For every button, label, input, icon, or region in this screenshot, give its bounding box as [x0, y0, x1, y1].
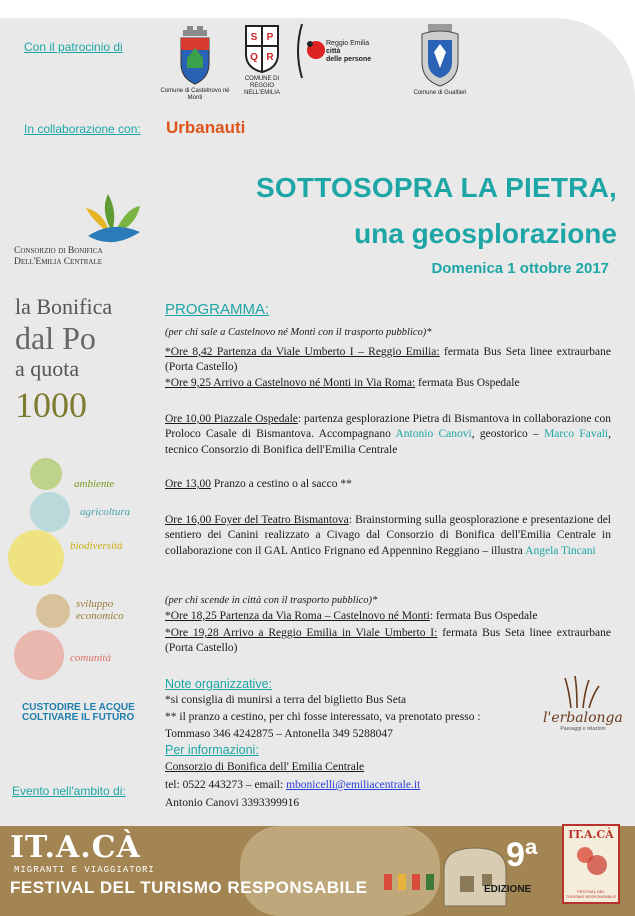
item2-time: *Ore 9,25 Arrivo a Castelnovo né Monti in Via Roma: — [165, 377, 416, 389]
item1-rest: fermata Bus Seta linee extraurbane (Porta Castello) — [165, 346, 611, 374]
figures-illustration-icon — [380, 868, 440, 892]
castelnovo-logo — [160, 24, 230, 102]
urbanauti-logo: Urbanauti — [166, 118, 246, 137]
erbalonga-logo — [543, 674, 623, 732]
note-heading: Note organizzative: — [165, 677, 273, 691]
item5-time: Ore 16,00 Foyer del Teatro Bismantova — [165, 514, 349, 526]
gualtieri-crest-icon — [418, 22, 462, 88]
info-contact-person: Antonio Canovi 3393399916 — [165, 797, 300, 809]
program-item-4 — [165, 477, 611, 492]
slogan-line2: dal Po — [15, 320, 96, 356]
program-item-2 — [165, 376, 611, 391]
item3-time: Ore 10,00 Piazzale Ospedale — [165, 413, 298, 425]
program-item-6 — [165, 609, 611, 624]
svg-text:S: S — [250, 32, 258, 43]
reggio-crest-logo — [234, 22, 290, 97]
consorzio-name — [14, 246, 103, 268]
patrocinio-label: Con il patrocinio di — [24, 40, 123, 54]
svg-text:P: P — [266, 32, 274, 43]
item3-name2: Marco Favali — [544, 428, 609, 441]
item3-name1: Antonio Canovi — [395, 428, 472, 441]
badge-sub — [566, 889, 616, 899]
item6-rest: : fermata Bus Ospedale — [429, 610, 538, 622]
note-scende: (per chi scende in città con il trasporto pubblico)* — [165, 595, 378, 606]
reggio-city-mark-icon — [296, 22, 326, 80]
info-tel: tel: 0522 443273 – email: — [165, 779, 287, 791]
custodire-line1: CUSTODIRE LE ACQUE — [22, 702, 135, 713]
badge-sub-line2: TURISMO RESPONSABILE — [565, 894, 617, 899]
info-org: Consorzio di Bonifica dell' Emilia Centrale — [165, 761, 365, 773]
item3-text-c: , tecnico Consorzio di Bonifica dell'Emilia Centrale — [165, 428, 611, 456]
svg-text:R: R — [266, 52, 274, 63]
note-line1: *si consiglia di munirsi a terra del biglietto Bus Seta — [165, 694, 407, 706]
edition-number: 9ª — [506, 836, 538, 874]
castelnovo-crest-icon — [175, 24, 215, 86]
consorzio-line1: Consorzio di Bonifica — [14, 246, 103, 256]
event-title-line2: una geosplorazione — [354, 218, 617, 249]
reggio-city-line2: città — [326, 48, 341, 55]
category-comunita: comunità — [70, 652, 111, 664]
note-sale: (per chi sale a Castelnovo né Monti con il trasporto pubblico)* — [165, 327, 432, 338]
gualtieri-logo — [410, 22, 470, 97]
reggio-city-line3: delle persone — [326, 56, 372, 63]
item1-time: *Ore 8,42 Partenza da Viale Umberto I – Reggio Emilia: — [165, 346, 440, 358]
item5-text: : Brainstorming sulla geosplorazione e presentazione del sentiero dei Canini realizzato a Civago dal Consorzio di Bonifica dell'Emilia Centrale in collaborazione con il GAL Antico Frignano ed Appennino Reggiano – illustra — [165, 514, 611, 557]
badge-sub-line1: FESTIVAL DEL — [577, 889, 605, 894]
slogan-line4: 1000 — [15, 385, 87, 425]
erbalonga-grass-icon — [563, 674, 603, 710]
category-agricoltura: agricoltura — [80, 506, 131, 518]
sviluppo-circle — [36, 594, 70, 628]
itaca-title: IT.A.CÀ — [10, 830, 141, 865]
item5-name: Angela Tincani — [525, 544, 596, 557]
info-contacts — [165, 778, 611, 793]
program-item-3 — [165, 412, 611, 458]
program-item-1 — [165, 345, 611, 376]
badge-figures-icon — [571, 841, 611, 881]
house-illustration-icon — [440, 840, 510, 910]
comunita-circle — [14, 630, 64, 680]
item7-time: *Ore 19,28 Arrivo a Reggio Emilia in Viale Umberto I: — [165, 627, 438, 639]
custodire-slogan — [22, 703, 135, 723]
item7-rest: fermata Bus Seta linee extraurbane (Porta Castello) — [165, 627, 611, 655]
consorzio-leaf-icon — [82, 190, 146, 250]
custodire-line2: COLTIVARE IL FUTURO — [22, 712, 135, 723]
agricoltura-circle — [30, 492, 70, 532]
item3-text-a: : partenza gesplorazione Pietra di Bismantova in collaborazione con Proloco Casale di Bismantova. Accompagnano — [165, 413, 611, 441]
reggio-crest-icon — [242, 22, 282, 74]
programma-heading: PROGRAMMA: — [165, 301, 270, 318]
note-line3: Tommaso 346 4242875 – Antonella 349 5288047 — [165, 728, 393, 740]
program-item-7 — [165, 626, 611, 657]
category-sviluppo: sviluppo economico — [76, 598, 124, 622]
collaboration-label: In collaborazione con: — [24, 122, 141, 136]
event-date: Domenica 1 ottobre 2017 — [431, 260, 609, 277]
event-title-line1: SOTTOSOPRA LA PIETRA, — [256, 172, 617, 203]
program-item-5 — [165, 513, 611, 559]
item4-time: Ore 13,00 — [165, 478, 211, 490]
slogan-line1: la Bonifica — [15, 294, 113, 319]
reggio-caption: COMUNE DI REGGIO NELL'EMILIA — [244, 76, 280, 96]
item6-time: *Ore 18,25 Partenza da Via Roma – Castelnovo né Monti — [165, 610, 430, 622]
category-biodiversita: biodiversità — [70, 540, 123, 552]
festival-title: FESTIVAL DEL TURISMO RESPONSABILE — [10, 878, 368, 897]
reggio-city-line1: Reggio Emilia — [326, 40, 370, 47]
item2-rest: fermata Bus Ospedale — [415, 377, 520, 389]
note-line2: ** il pranzo a cestino, per chi fosse interessato, va prenotato presso : — [165, 711, 481, 723]
badge-title: IT.A.CÀ — [568, 828, 614, 841]
item3-text-b: , geostorico – — [471, 428, 545, 441]
category-ambiente: ambiente — [74, 478, 115, 490]
info-email-link[interactable]: mbonicelli@emiliacentrale.it — [286, 779, 421, 791]
consorzio-line2: Dell'Emilia Centrale — [14, 257, 103, 267]
info-heading: Per informazioni: — [165, 743, 259, 757]
erbalonga-name: l'erbalonga — [543, 710, 623, 726]
biodiversita-circle — [8, 530, 64, 586]
itaca-subtitle: MIGRANTI E VIAGGIATORI — [14, 865, 155, 875]
erbalonga-sub: Paesaggi e relazioni — [560, 726, 606, 732]
svg-text:Q: Q — [250, 52, 258, 63]
itaca-badge — [562, 824, 620, 904]
castelnovo-caption: Comune di Castelnovo né Monti — [160, 88, 230, 101]
slogan-line3: a quota — [15, 356, 80, 381]
item4-rest: Pranzo a cestino o al sacco ** — [211, 478, 352, 490]
ambiente-circle — [30, 458, 62, 490]
reggio-city-logo — [296, 22, 376, 82]
edition-label: EDIZIONE — [484, 884, 532, 895]
evento-label: Evento nell'ambito di: — [12, 784, 126, 798]
gualtieri-caption: Comune di Gualtieri — [413, 90, 467, 96]
